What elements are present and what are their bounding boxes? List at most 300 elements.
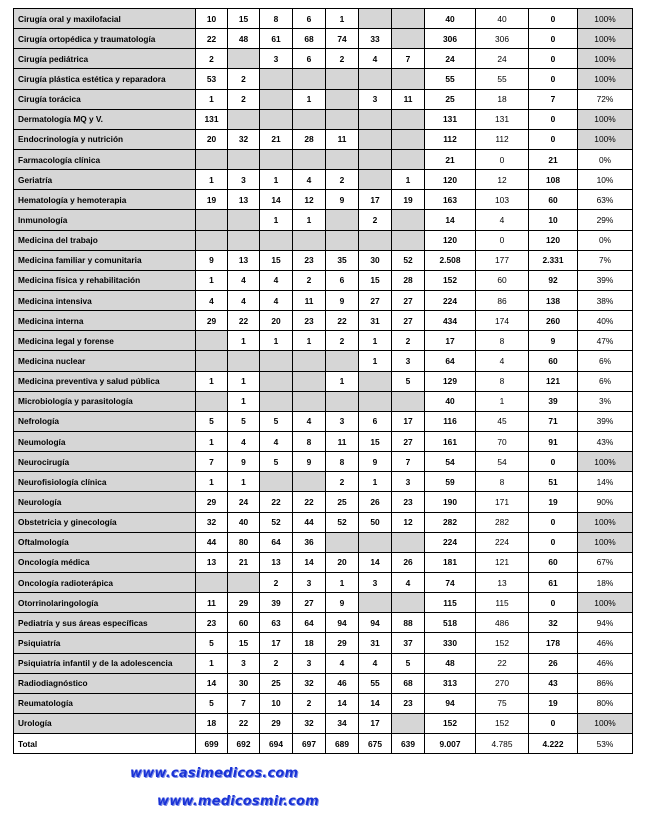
year-count-cell: 52: [260, 512, 293, 532]
table-row: [14, 9, 633, 29]
assigned-cell: 152: [476, 633, 529, 653]
year-count-cell: 32: [228, 129, 260, 149]
total-places-cell: 330: [425, 633, 476, 653]
year-count-cell: 39: [260, 593, 293, 613]
year-count-cell: 25: [326, 492, 359, 512]
year-count-cell: [260, 69, 293, 89]
year-count-cell: 1: [260, 331, 293, 351]
year-count-cell: 64: [260, 532, 293, 552]
remaining-cell: 0: [529, 129, 578, 149]
year-count-cell: [326, 210, 359, 230]
year-count-cell: 15: [228, 633, 260, 653]
total-places-cell: 17: [425, 331, 476, 351]
remaining-cell: 0: [529, 532, 578, 552]
assigned-cell: 22: [476, 653, 529, 673]
year-count-cell: 1: [326, 9, 359, 29]
assigned-cell: 54: [476, 452, 529, 472]
year-count-cell: 2: [228, 89, 260, 109]
year-count-cell: 18: [293, 633, 326, 653]
year-count-cell: [260, 89, 293, 109]
total-places-cell: 14: [425, 210, 476, 230]
total-places-cell: 74: [425, 572, 476, 592]
year-count-cell: 1: [392, 170, 425, 190]
specialty-name-cell: Cirugía plástica estética y reparadora: [14, 69, 196, 89]
year-count-cell: 23: [392, 492, 425, 512]
percentage-cell: 46%: [578, 653, 633, 673]
year-count-cell: 21: [260, 129, 293, 149]
medicosmir-link[interactable]: www.medicosmir.com: [157, 794, 319, 809]
table-row: [14, 532, 633, 552]
year-count-cell: 13: [260, 552, 293, 572]
year-count-cell: 2: [326, 331, 359, 351]
assigned-cell: 55: [476, 69, 529, 89]
year-count-cell: 131: [196, 109, 228, 129]
year-count-cell: 14: [260, 190, 293, 210]
remaining-cell: 51: [529, 472, 578, 492]
year-count-cell: 10: [260, 693, 293, 713]
year-count-cell: 2: [293, 270, 326, 290]
casimedicos-link[interactable]: www.casimedicos.com: [130, 766, 299, 781]
year-count-cell: 4: [228, 431, 260, 451]
year-count-cell: 697: [293, 734, 326, 754]
specialty-name-cell: Obstetricia y ginecología: [14, 512, 196, 532]
year-count-cell: 22: [293, 492, 326, 512]
year-count-cell: 22: [196, 29, 228, 49]
table-row: [14, 653, 633, 673]
year-count-cell: 30: [359, 250, 392, 270]
total-row: [14, 734, 633, 754]
year-count-cell: 9: [359, 452, 392, 472]
assigned-cell: 486: [476, 613, 529, 633]
year-count-cell: 94: [359, 613, 392, 633]
percentage-cell: 63%: [578, 190, 633, 210]
percentage-cell: 100%: [578, 129, 633, 149]
year-count-cell: 689: [326, 734, 359, 754]
year-count-cell: 1: [359, 351, 392, 371]
table-row: [14, 129, 633, 149]
percentage-cell: 53%: [578, 734, 633, 754]
percentage-cell: 7%: [578, 250, 633, 270]
specialty-name-cell: Inmunología: [14, 210, 196, 230]
year-count-cell: 6: [326, 270, 359, 290]
percentage-cell: 100%: [578, 9, 633, 29]
year-count-cell: 2: [326, 472, 359, 492]
table-row: [14, 391, 633, 411]
year-count-cell: 11: [196, 593, 228, 613]
year-count-cell: [359, 109, 392, 129]
specialty-name-cell: Geriatría: [14, 170, 196, 190]
year-count-cell: [293, 149, 326, 169]
specialty-name-cell: Urología: [14, 713, 196, 733]
year-count-cell: 10: [196, 9, 228, 29]
assigned-cell: 13: [476, 572, 529, 592]
percentage-cell: 39%: [578, 411, 633, 431]
table-row: [14, 492, 633, 512]
table-row: [14, 472, 633, 492]
year-count-cell: 5: [392, 653, 425, 673]
year-count-cell: [392, 149, 425, 169]
year-count-cell: 9: [326, 190, 359, 210]
assigned-cell: 4.785: [476, 734, 529, 754]
year-count-cell: 21: [228, 552, 260, 572]
year-count-cell: 52: [326, 512, 359, 532]
year-count-cell: 694: [260, 734, 293, 754]
year-count-cell: 18: [196, 713, 228, 733]
specialty-name-cell: Medicina intensiva: [14, 290, 196, 310]
year-count-cell: 48: [228, 29, 260, 49]
year-count-cell: [392, 532, 425, 552]
remaining-cell: 32: [529, 613, 578, 633]
table-row: [14, 572, 633, 592]
remaining-cell: 260: [529, 311, 578, 331]
assigned-cell: 174: [476, 311, 529, 331]
year-count-cell: 9: [326, 593, 359, 613]
year-count-cell: 4: [228, 270, 260, 290]
table-row: [14, 49, 633, 69]
year-count-cell: 32: [293, 713, 326, 733]
year-count-cell: [228, 109, 260, 129]
year-count-cell: [392, 391, 425, 411]
assigned-cell: 0: [476, 149, 529, 169]
year-count-cell: 50: [359, 512, 392, 532]
table-row: [14, 230, 633, 250]
assigned-cell: 152: [476, 713, 529, 733]
total-places-cell: 224: [425, 532, 476, 552]
assigned-cell: 115: [476, 593, 529, 613]
specialty-name-cell: Medicina del trabajo: [14, 230, 196, 250]
year-count-cell: 5: [260, 452, 293, 472]
year-count-cell: 2: [326, 170, 359, 190]
remaining-cell: 19: [529, 693, 578, 713]
year-count-cell: 52: [392, 250, 425, 270]
year-count-cell: [359, 230, 392, 250]
year-count-cell: 29: [326, 633, 359, 653]
table-row: [14, 713, 633, 733]
year-count-cell: 11: [392, 89, 425, 109]
year-count-cell: 3: [326, 411, 359, 431]
table-row: [14, 89, 633, 109]
year-count-cell: 2: [326, 49, 359, 69]
year-count-cell: [392, 230, 425, 250]
year-count-cell: 4: [392, 572, 425, 592]
remaining-cell: 61: [529, 572, 578, 592]
table-row: [14, 552, 633, 572]
year-count-cell: 4: [260, 290, 293, 310]
year-count-cell: 5: [196, 693, 228, 713]
year-count-cell: 4: [359, 49, 392, 69]
year-count-cell: 3: [293, 653, 326, 673]
remaining-cell: 2.331: [529, 250, 578, 270]
year-count-cell: [392, 69, 425, 89]
year-count-cell: [326, 109, 359, 129]
year-count-cell: 15: [260, 250, 293, 270]
assigned-cell: 224: [476, 532, 529, 552]
total-places-cell: 112: [425, 129, 476, 149]
year-count-cell: [260, 230, 293, 250]
year-count-cell: 1: [228, 331, 260, 351]
year-count-cell: 1: [196, 170, 228, 190]
year-count-cell: [293, 391, 326, 411]
specialty-name-cell: Medicina física y rehabilitación: [14, 270, 196, 290]
total-places-cell: 282: [425, 512, 476, 532]
year-count-cell: [359, 69, 392, 89]
year-count-cell: 35: [326, 250, 359, 270]
year-count-cell: 12: [392, 512, 425, 532]
total-places-cell: 116: [425, 411, 476, 431]
specialty-name-cell: Nefrología: [14, 411, 196, 431]
year-count-cell: 5: [260, 411, 293, 431]
year-count-cell: 7: [392, 452, 425, 472]
year-count-cell: [260, 109, 293, 129]
total-places-cell: 306: [425, 29, 476, 49]
year-count-cell: 675: [359, 734, 392, 754]
remaining-cell: 0: [529, 29, 578, 49]
assigned-cell: 0: [476, 230, 529, 250]
percentage-cell: 100%: [578, 512, 633, 532]
table-row: [14, 673, 633, 693]
year-count-cell: [326, 89, 359, 109]
total-places-cell: 59: [425, 472, 476, 492]
year-count-cell: [260, 371, 293, 391]
table-row: [14, 190, 633, 210]
percentage-cell: 6%: [578, 371, 633, 391]
percentage-cell: 18%: [578, 572, 633, 592]
total-places-cell: 21: [425, 149, 476, 169]
total-places-cell: 152: [425, 713, 476, 733]
year-count-cell: 1: [293, 89, 326, 109]
remaining-cell: 0: [529, 109, 578, 129]
assigned-cell: 70: [476, 431, 529, 451]
year-count-cell: 53: [196, 69, 228, 89]
total-places-cell: 131: [425, 109, 476, 129]
year-count-cell: 1: [196, 270, 228, 290]
year-count-cell: 3: [228, 170, 260, 190]
year-count-cell: 15: [359, 431, 392, 451]
table-row: [14, 250, 633, 270]
year-count-cell: [326, 149, 359, 169]
year-count-cell: 11: [326, 431, 359, 451]
percentage-cell: 0%: [578, 230, 633, 250]
year-count-cell: 13: [228, 250, 260, 270]
year-count-cell: 3: [359, 89, 392, 109]
year-count-cell: [359, 371, 392, 391]
percentage-cell: 100%: [578, 452, 633, 472]
year-count-cell: [392, 129, 425, 149]
year-count-cell: 22: [326, 311, 359, 331]
assigned-cell: 24: [476, 49, 529, 69]
year-count-cell: [228, 572, 260, 592]
total-places-cell: 190: [425, 492, 476, 512]
remaining-cell: 21: [529, 149, 578, 169]
year-count-cell: 29: [196, 492, 228, 512]
remaining-cell: 0: [529, 512, 578, 532]
year-count-cell: [326, 69, 359, 89]
year-count-cell: [359, 391, 392, 411]
year-count-cell: 9: [228, 452, 260, 472]
total-places-cell: 64: [425, 351, 476, 371]
specialty-name-cell: Psiquiatría infantil y de la adolescencia: [14, 653, 196, 673]
year-count-cell: [359, 149, 392, 169]
year-count-cell: 639: [392, 734, 425, 754]
year-count-cell: 11: [326, 129, 359, 149]
percentage-cell: 100%: [578, 49, 633, 69]
year-count-cell: [196, 391, 228, 411]
assigned-cell: 112: [476, 129, 529, 149]
year-count-cell: 3: [359, 572, 392, 592]
specialty-name-cell: Cirugía oral y maxilofacial: [14, 9, 196, 29]
year-count-cell: 20: [196, 129, 228, 149]
year-count-cell: 64: [293, 613, 326, 633]
specialty-name-cell: Pediatría y sus áreas específicas: [14, 613, 196, 633]
year-count-cell: [196, 351, 228, 371]
year-count-cell: 4: [293, 170, 326, 190]
year-count-cell: 17: [359, 190, 392, 210]
year-count-cell: [392, 9, 425, 29]
specialty-name-cell: Otorrinolaringología: [14, 593, 196, 613]
year-count-cell: 17: [392, 411, 425, 431]
remaining-cell: 19: [529, 492, 578, 512]
assigned-cell: 40: [476, 9, 529, 29]
year-count-cell: 7: [228, 693, 260, 713]
assigned-cell: 75: [476, 693, 529, 713]
remaining-cell: 0: [529, 9, 578, 29]
percentage-cell: 80%: [578, 693, 633, 713]
assigned-cell: 282: [476, 512, 529, 532]
year-count-cell: 22: [260, 492, 293, 512]
year-count-cell: 15: [359, 270, 392, 290]
assigned-cell: 1: [476, 391, 529, 411]
year-count-cell: 1: [293, 210, 326, 230]
year-count-cell: 1: [196, 653, 228, 673]
year-count-cell: 1: [196, 89, 228, 109]
year-count-cell: [196, 210, 228, 230]
year-count-cell: 13: [228, 190, 260, 210]
remaining-cell: 39: [529, 391, 578, 411]
percentage-cell: 100%: [578, 593, 633, 613]
percentage-cell: 14%: [578, 472, 633, 492]
year-count-cell: [359, 9, 392, 29]
remaining-cell: 120: [529, 230, 578, 250]
assigned-cell: 103: [476, 190, 529, 210]
percentage-cell: 47%: [578, 331, 633, 351]
year-count-cell: 1: [228, 391, 260, 411]
year-count-cell: [293, 472, 326, 492]
year-count-cell: 2: [293, 693, 326, 713]
assigned-cell: 86: [476, 290, 529, 310]
total-places-cell: 54: [425, 452, 476, 472]
total-places-cell: 163: [425, 190, 476, 210]
year-count-cell: 29: [260, 713, 293, 733]
total-places-cell: 115: [425, 593, 476, 613]
year-count-cell: 2: [260, 572, 293, 592]
remaining-cell: 0: [529, 49, 578, 69]
year-count-cell: 699: [196, 734, 228, 754]
year-count-cell: [293, 109, 326, 129]
year-count-cell: 1: [228, 472, 260, 492]
specialty-table: [13, 8, 633, 754]
table-row: [14, 593, 633, 613]
specialty-name-cell: Neumología: [14, 431, 196, 451]
table-row: [14, 633, 633, 653]
table-row: [14, 69, 633, 89]
year-count-cell: 5: [196, 411, 228, 431]
table-row: [14, 613, 633, 633]
year-count-cell: [326, 351, 359, 371]
year-count-cell: 68: [392, 673, 425, 693]
year-count-cell: 14: [196, 673, 228, 693]
specialty-name-cell: Oftalmología: [14, 532, 196, 552]
year-count-cell: 6: [293, 49, 326, 69]
year-count-cell: 44: [196, 532, 228, 552]
total-places-cell: 25: [425, 89, 476, 109]
year-count-cell: 9: [196, 250, 228, 270]
year-count-cell: [392, 210, 425, 230]
year-count-cell: 55: [359, 673, 392, 693]
year-count-cell: 2: [260, 653, 293, 673]
specialty-name-cell: Farmacología clínica: [14, 149, 196, 169]
year-count-cell: 30: [228, 673, 260, 693]
percentage-cell: 100%: [578, 713, 633, 733]
remaining-cell: 0: [529, 593, 578, 613]
year-count-cell: [326, 532, 359, 552]
year-count-cell: 68: [293, 29, 326, 49]
percentage-cell: 100%: [578, 109, 633, 129]
year-count-cell: 88: [392, 613, 425, 633]
year-count-cell: 1: [293, 331, 326, 351]
assigned-cell: 121: [476, 552, 529, 572]
year-count-cell: [260, 391, 293, 411]
year-count-cell: 32: [196, 512, 228, 532]
year-count-cell: 17: [260, 633, 293, 653]
total-places-cell: 181: [425, 552, 476, 572]
year-count-cell: 1: [260, 170, 293, 190]
table-row: [14, 29, 633, 49]
total-places-cell: 152: [425, 270, 476, 290]
year-count-cell: 32: [293, 673, 326, 693]
year-count-cell: [196, 331, 228, 351]
year-count-cell: 27: [392, 311, 425, 331]
remaining-cell: 7: [529, 89, 578, 109]
year-count-cell: 1: [359, 331, 392, 351]
year-count-cell: 14: [359, 693, 392, 713]
percentage-cell: 100%: [578, 29, 633, 49]
percentage-cell: 6%: [578, 351, 633, 371]
assigned-cell: 306: [476, 29, 529, 49]
year-count-cell: 4: [359, 653, 392, 673]
year-count-cell: 1: [359, 472, 392, 492]
year-count-cell: [228, 230, 260, 250]
percentage-cell: 67%: [578, 552, 633, 572]
year-count-cell: 7: [392, 49, 425, 69]
assigned-cell: 12: [476, 170, 529, 190]
table-row: [14, 311, 633, 331]
year-count-cell: 1: [196, 472, 228, 492]
year-count-cell: 692: [228, 734, 260, 754]
year-count-cell: 8: [326, 452, 359, 472]
remaining-cell: 60: [529, 552, 578, 572]
year-count-cell: 6: [293, 9, 326, 29]
year-count-cell: 3: [228, 653, 260, 673]
year-count-cell: 2: [196, 49, 228, 69]
year-count-cell: 14: [359, 552, 392, 572]
specialty-name-cell: Radiodiagnóstico: [14, 673, 196, 693]
year-count-cell: 3: [392, 351, 425, 371]
table-row: [14, 431, 633, 451]
assigned-cell: 4: [476, 351, 529, 371]
year-count-cell: [392, 109, 425, 129]
year-count-cell: 1: [196, 371, 228, 391]
year-count-cell: 23: [293, 250, 326, 270]
